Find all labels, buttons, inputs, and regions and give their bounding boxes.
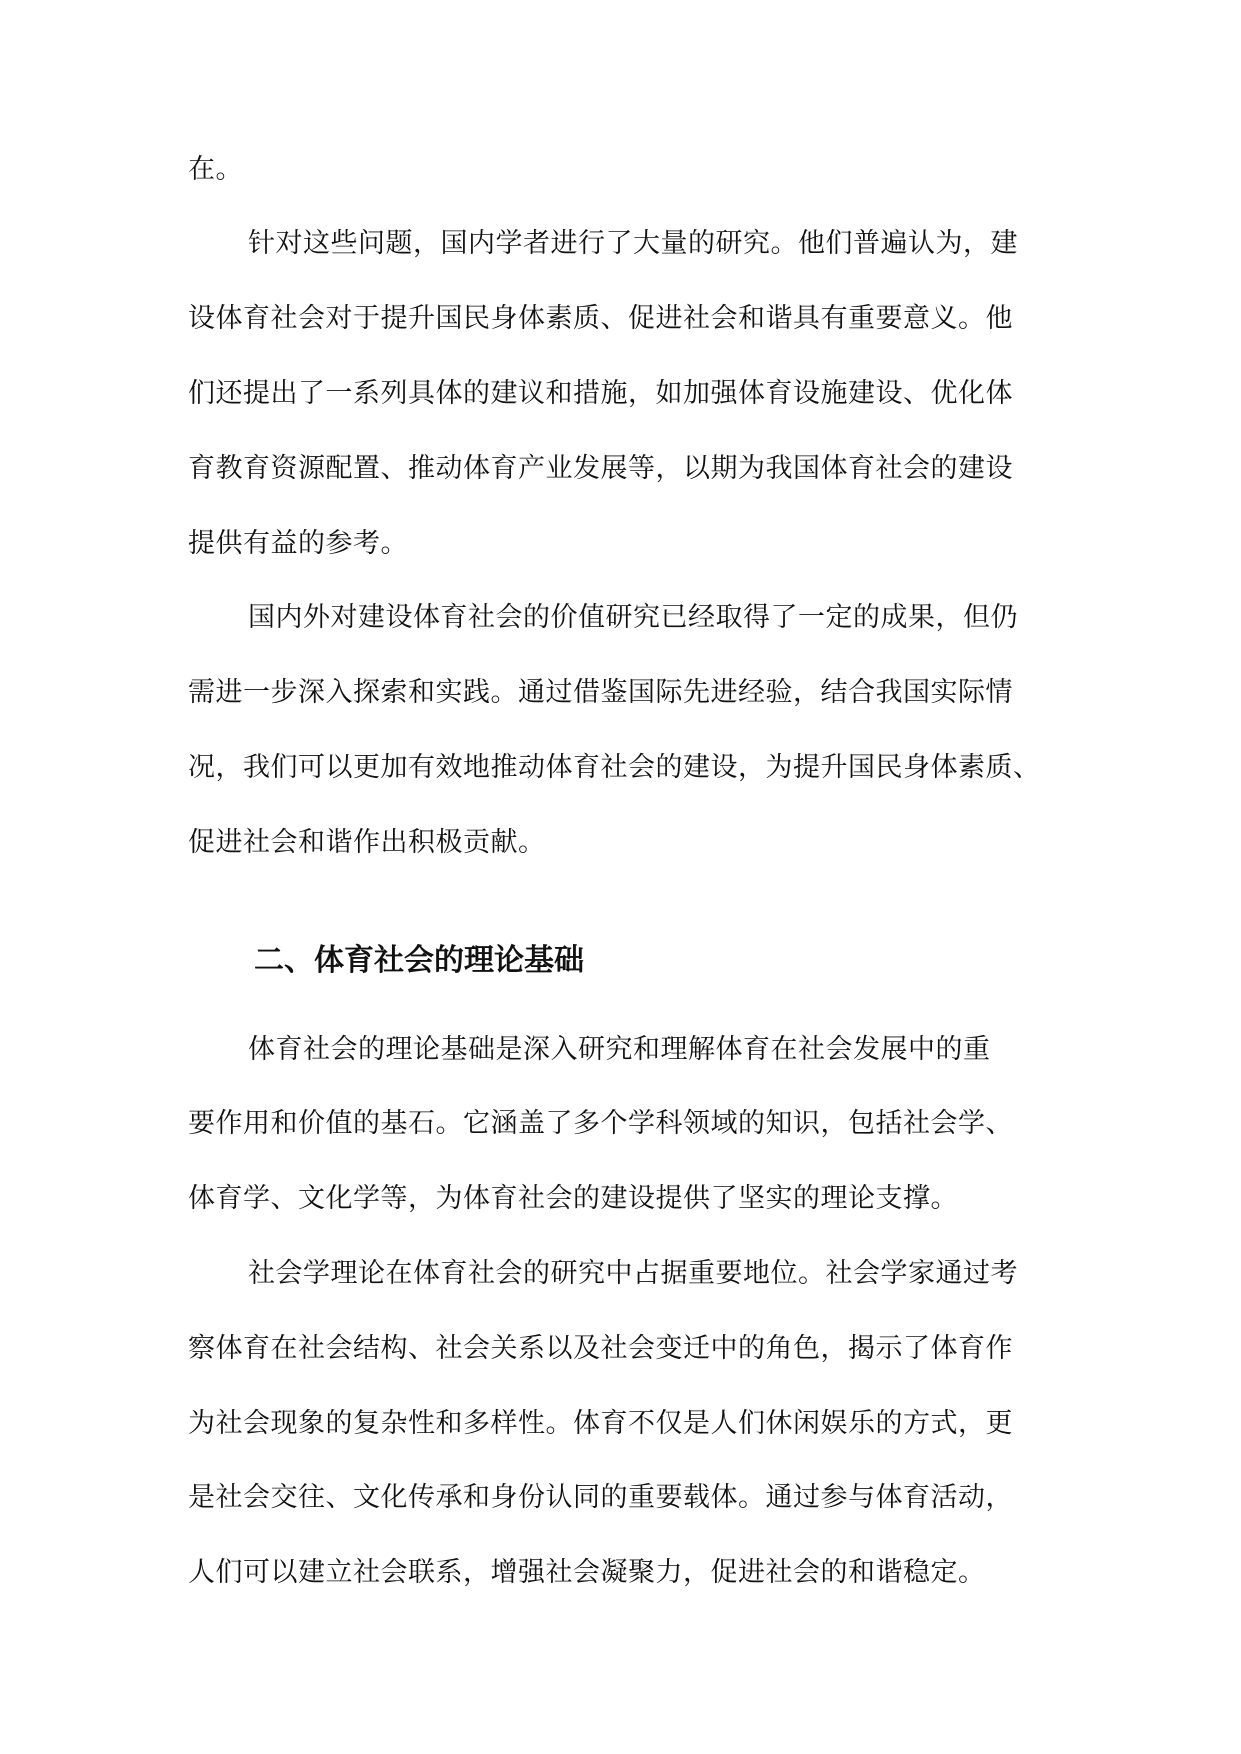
paragraph-line: 设体育社会对于提升国民身体素质、促进社会和谐具有重要意义。他 (188, 303, 1013, 334)
section-heading: 二、体育社会的理论基础 (254, 943, 584, 978)
paragraph-line: 针对这些问题，国内学者进行了大量的研究。他们普遍认为，建 (248, 228, 1018, 259)
paragraph-line: 社会学理论在体育社会的研究中占据重要地位。社会学家通过考 (248, 1258, 1018, 1289)
paragraph-line: 在。 (188, 154, 243, 185)
paragraph-line: 察体育在社会结构、社会关系以及社会变迁中的角色，揭示了体育作 (188, 1333, 1013, 1364)
paragraph-line: 人们可以建立社会联系，增强社会凝聚力，促进社会的和谐稳定。 (188, 1557, 986, 1588)
paragraph-line: 需进一步深入探索和实践。通过借鉴国际先进经验，结合我国实际情 (188, 677, 1013, 708)
paragraph-line: 国内外对建设体育社会的价值研究已经取得了一定的成果，但仍 (248, 602, 1018, 633)
paragraph-line: 提供有益的参考。 (188, 528, 408, 559)
paragraph-line: 是社会交往、文化传承和身份认同的重要载体。通过参与体育活动， (188, 1482, 1013, 1513)
paragraph-line: 体育社会的理论基础是深入研究和理解体育在社会发展中的重 (248, 1034, 991, 1065)
paragraph-line: 育教育资源配置、推动体育产业发展等，以期为我国体育社会的建设 (188, 453, 1013, 484)
paragraph-line: 体育学、文化学等，为体育社会的建设提供了坚实的理论支撑。 (188, 1183, 958, 1214)
paragraph-line: 为社会现象的复杂性和多样性。体育不仅是人们休闲娱乐的方式，更 (188, 1408, 1013, 1439)
paragraph-line: 要作用和价值的基石。它涵盖了多个学科领域的知识，包括社会学、 (188, 1108, 1013, 1139)
paragraph-line: 促进社会和谐作出积极贡献。 (188, 827, 546, 858)
paragraph-line: 们还提出了一系列具体的建议和措施，如加强体育设施建设、优化体 (188, 378, 1013, 409)
paragraph-line: 况，我们可以更加有效地推动体育社会的建设，为提升国民身体素质、 (188, 752, 1041, 783)
